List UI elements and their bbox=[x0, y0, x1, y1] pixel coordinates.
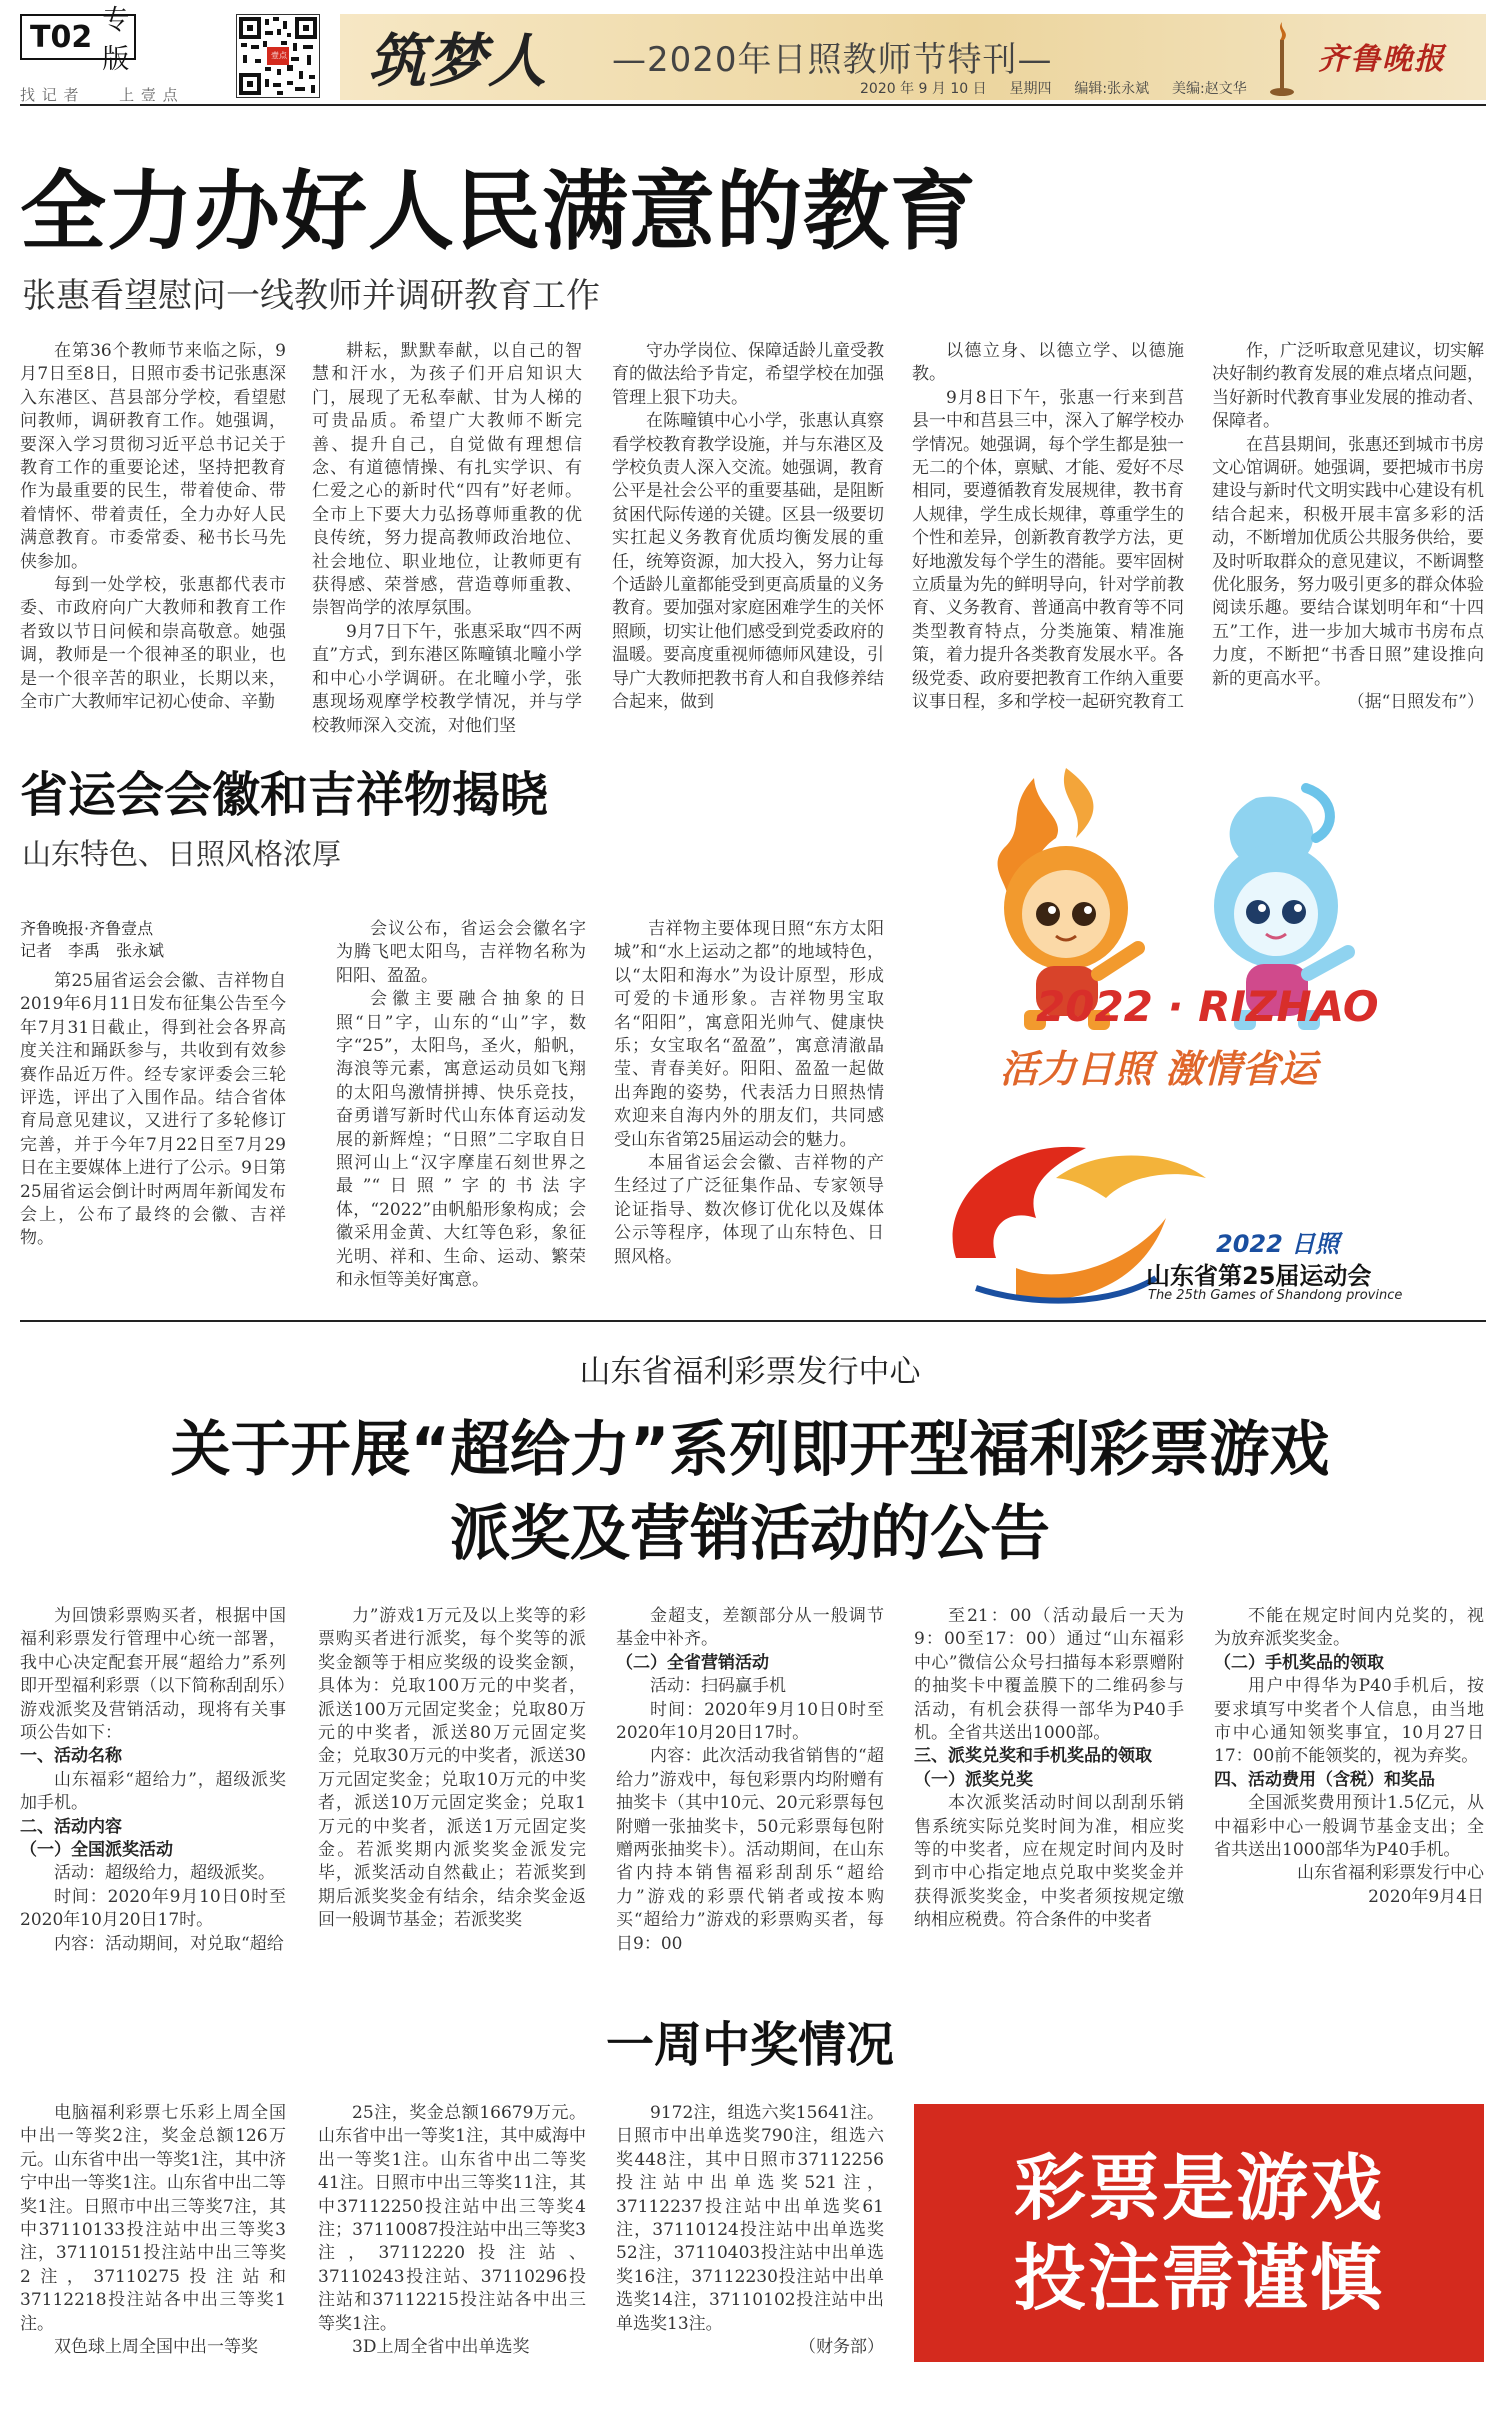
article1-paragraph: 每到一处学校，张惠都代表市委、市政府向广大教师和教育工作者致以节日问候和崇高敬意。她强调，教师是一个很神圣的职业，也是一个很辛苦的职业，长期以来，全市广大教师牢记初心使命、辛勤 bbox=[20, 575, 286, 713]
mascot-image bbox=[916, 738, 1484, 1100]
notice-column-2 bbox=[318, 1605, 586, 1965]
article1-column-4 bbox=[912, 340, 1184, 722]
article1-paragraph: 9月7日下午，张惠采取“四不两直”方式，到东港区陈疃镇北疃小学和中心小学调研。在北疃小学，张惠现场观摩学校教学情况，并与学校教师深入交流，对他们坚 bbox=[312, 621, 582, 736]
masthead-logo: 筑梦人 bbox=[368, 27, 549, 95]
article1-paragraph: 在陈疃镇中心小学，张惠认真察看学校教育教学设施，并与东港区及学校负责人深入交流。她强调，教育公平是社会公平的重要基础，是阻断贫困代际传递的关键。区县一级要切实扛起义务教育优质均衡发展的重任，统筹资源，加大投入，努力让每个适龄儿童都能受到更高质量的义务教育。要加强对家庭困难学生的关怀照顾，切实让他们感受到党委政府的温暖。要高度重视师德师风建设，引导广大教师把教书育人和自我修养结合起来，做到 bbox=[612, 411, 884, 713]
notice-paragraph: （一）全国派奖活动 bbox=[20, 1840, 173, 1861]
notice-paragraph: 一、活动名称 bbox=[20, 1746, 122, 1767]
notice-paragraph: 三、派奖兑奖和手机奖品的领取 bbox=[914, 1746, 1152, 1767]
games-emblem bbox=[916, 1108, 1484, 1314]
notice-paragraph: 二、活动内容 bbox=[20, 1816, 122, 1837]
article1-column-5 bbox=[1212, 340, 1484, 722]
edition-label: 专版 bbox=[102, 5, 130, 75]
emblem-name: 山东省第25届运动会 bbox=[1146, 1262, 1372, 1290]
notice-paragraph: 为回馈彩票购买者，根据中国福利彩票发行管理中心统一部署，我中心决定配套开展“超给力”系列即开型福利彩票（以下简称刮刮乐）游戏派奖及营销活动，现将有关事项公告如下： bbox=[20, 1606, 286, 1744]
article1-paragraph: 在第36个教师节来临之际，9月7日至8日，日照市委书记张惠深入东港区、莒县部分学校，看望慰问教师，调研教育工作。她强调，要深入学习贯彻习近平总书记关于教育工作的重要论述，坚持把教育作为最重要的民生，带着使命、带着情怀、带着责任，全力办好人民满意教育。市委常委、秘书长马先侠参加。 bbox=[20, 341, 286, 572]
article1-paragraph: 在莒县期间，张惠还到城市书房文心馆调研。她强调，要把城市书房建设与新时代文明实践中心建设有机结合起来，积极开展丰富多彩的活动，不断增加优质公共服务供给，要及时听取群众的意见建议，不断调整优化服务，努力吸引更多的群众体验阅读乐趣。要结合谋划明年和“十四五”工作，进一步加大城市书房布点力度，不断把“书香日照”建设推向新的更高水平。 bbox=[1212, 434, 1484, 689]
issue-date: 2020 年 9 月 10 日 bbox=[860, 81, 987, 97]
section-divider bbox=[20, 1320, 1486, 1322]
byline-reporters: 记者 李禹 张永斌 bbox=[20, 941, 165, 960]
notice-paragraph: 时间：2020年9月10日0时至2020年10月20日17时。 bbox=[20, 1886, 286, 1931]
article2-paragraph: 会徽主要融合抽象的日照“日”字，山东的“山”字，数字“25”，太阳鸟，圣火，船帆，海浪等元素，寓意运动员如飞翔的太阳鸟激情拼搏、快乐竞技，奋勇谱写新时代山东体育运动发展的新辉煌；“日照”二字取自日照河山上“汉字摩崖石刻世界之最”“日照”字的书法字体，“2022”由帆船形象构成；会徽采用金黄、大红等色彩，象征光明、祥和、生命、运动、繁荣和永恒等美好寓意。 bbox=[336, 989, 586, 1291]
weekly-column-1 bbox=[20, 2102, 286, 2402]
notice-column-3 bbox=[616, 1605, 884, 1965]
weekly-paragraph: （财务部） bbox=[799, 2337, 884, 2358]
article1-column-1 bbox=[20, 340, 286, 722]
notice-paragraph: 不能在规定时间内兑奖的，视为放弃派奖奖金。 bbox=[1214, 1606, 1484, 1650]
notice-paragraph: （二）手机奖品的领取 bbox=[1214, 1652, 1384, 1673]
weekly-paragraph: 双色球上周全国中出一等奖 bbox=[54, 2337, 258, 2358]
ad-line-1: 彩票是游戏 bbox=[1013, 2146, 1384, 2230]
article1-paragraph: 以德立身、以德立学、以德施教。 bbox=[912, 341, 1184, 385]
qr-center-label: 壹点 bbox=[271, 51, 287, 60]
mascot-slogan-line1: 2022 · RIZHAO bbox=[1036, 982, 1379, 1031]
article1-column-3 bbox=[612, 340, 884, 722]
article1-paragraph: 耕耘，默默奉献，以自己的智慧和汗水，为孩子们开启知识大门，展现了无私奉献、甘为人梯的可贵品质。希望广大教师不断完善、提升自己，自觉做有理想信念、有道德情操、有扎实学识、有仁爱之心的新时代“四有”好老师。全市上下要大力弘扬尊师重教的优良传统，努力提高教师政治地位、社会地位、职业地位，让教师更有获得感、荣誉感，营造尊师重教、崇智尚学的浓厚氛围。 bbox=[312, 341, 582, 619]
article2-column-3 bbox=[614, 918, 884, 1270]
article1-headline: 全力办好人民满意的教育 bbox=[20, 162, 977, 262]
notice-column-4 bbox=[914, 1605, 1184, 1965]
weekly-headline: 一周中奖情况 bbox=[605, 2017, 894, 2073]
article1-paragraph: 9月8日下午，张惠一行来到莒县一中和莒县三中，深入了解学校办学情况。她强调，每个学生都是独一无二的个体，禀赋、才能、爱好不尽相同，要遵循教育发展规律，教书育人规律，学生成长规律，尊重学生的个性和差异，创新教育教学方法，更好地激发每个学生的潜能。要牢固树立质量为先的鲜明导向，针对学前教育、义务教育、普通高中教育等不同类型教育特点，分类施策、精准施策，着力提升各类教育发展水平。各级党委、政府要把教育工作纳入重要议事日程，多和学校一起研究教育工 bbox=[912, 387, 1184, 713]
weekly-paragraph: 3D上周全省中出单选奖 bbox=[352, 2337, 530, 2358]
notice-paragraph: 四、活动费用（含税）和奖品 bbox=[1214, 1769, 1435, 1790]
weekly-paragraph: 电脑福利彩票七乐彩上周全国中出一等奖2注，奖金总额126万元。山东省中出一等奖1注，其中济宁中出一等奖1注。山东省中出二等奖1注。日照市中出三等奖7注，其中37110133投注站中出三等奖3注，37110151投注站中出三等奖2注，37110275投注站和37112218投注站各中出三等奖1注。 bbox=[20, 2103, 286, 2334]
article1-column-2 bbox=[312, 340, 582, 736]
mascot-slogan-line2: 活力日照 激情省运 bbox=[1000, 1047, 1318, 1091]
article2-column-1 bbox=[20, 970, 286, 1270]
article2-headline: 省运会会徽和吉祥物揭晓 bbox=[20, 767, 549, 823]
byline-outlet: 齐鲁晚报·齐鲁壹点 bbox=[20, 919, 154, 938]
weekly-column-2 bbox=[318, 2102, 586, 2402]
page-number: T02 bbox=[30, 19, 93, 55]
notice-paragraph: 山东福彩“超给力”，超级派奖加手机。 bbox=[20, 1769, 286, 1814]
notice-paragraph: 力”游戏1万元及以上奖等的彩票购买者进行派奖，每个奖等的派奖金额等于相应奖级的设奖金额，具体为：兑取100万元的中奖者，派送100万元固定奖金；兑取80万元的中奖者，派送80万元固定奖金；兑取30万元的中奖者，派送30万元固定奖金；兑取10万元的中奖者，派送10万元固定奖金；兑取1万元的中奖者，派送1万元固定奖金。若派奖期内派奖奖金派发完毕，派奖活动自然截止；若派奖到期后派奖奖金有结余，结余奖金返回一般调节基金；若派奖奖 bbox=[318, 1606, 586, 1931]
notice-paragraph: 时间：2020年9月10日0时至2020年10月20日17时。 bbox=[616, 1699, 884, 1744]
notice-paragraph: 用户中得华为P40手机后，按要求填写中奖者个人信息，由当地市中心通知领奖事宜，10月27日17：00前不能领奖的，视为弃奖。 bbox=[1214, 1676, 1484, 1767]
notice-paragraph: 金超支，差额部分从一般调节基金中补齐。 bbox=[616, 1606, 884, 1650]
slogan-left: 找 记 者 bbox=[20, 86, 80, 104]
header-slogan bbox=[20, 84, 220, 105]
article2-paragraph: 本届省运会会徽、吉祥物的产生经过了广泛征集作品、专家领导论证指导、数次修订优化以及媒体公示等程序，体现了山东特色、日照风格。 bbox=[614, 1153, 884, 1267]
issue-dateline bbox=[860, 78, 1247, 98]
article2-subtitle: 山东特色、日照风格浓厚 bbox=[22, 837, 342, 871]
notice-paragraph: 活动：扫码赢手机 bbox=[650, 1676, 786, 1697]
article2-paragraph: 会议公布，省运会会徽名字为腾飞吧太阳鸟，吉祥物名称为阳阳、盈盈。 bbox=[336, 919, 586, 986]
issue-editor: 编辑:张永斌 bbox=[1074, 81, 1150, 97]
article2-paragraph: 第25届省运会会徽、吉祥物自2019年6月11日发布征集公告至今年7月31日截止，得到社会各界高度关注和踊跃参与，共收到有效参赛作品近万件。经专家评委会三轮评选，评出了入围作品。结合省体育局意见建议，又进行了多轮修订完善，并于今年7月22日至7月29日在主要媒体上进行了公示。9日第25届省运会倒计时两周年新闻发布会上，公布了最终的会徽、吉祥物。 bbox=[20, 971, 286, 1249]
notice-column-1 bbox=[20, 1605, 286, 1965]
article2-byline bbox=[20, 918, 290, 962]
notice-title-line2: 派奖及营销活动的公告 bbox=[450, 1499, 1050, 1569]
torch-figure-icon bbox=[1262, 18, 1302, 98]
issue-designer: 美编:赵文华 bbox=[1172, 81, 1247, 97]
notice-paragraph: 山东省福利彩票发行中心 bbox=[1297, 1863, 1484, 1884]
notice-paragraph: 活动：超级给力，超级派奖。 bbox=[54, 1863, 275, 1884]
notice-paragraph: （一）派奖兑奖 bbox=[914, 1769, 1033, 1790]
notice-column-5 bbox=[1214, 1605, 1484, 1965]
slogan-right: 上 壹 点 bbox=[119, 86, 179, 104]
special-issue-title: —2020年日照教师节特刊— bbox=[612, 40, 1053, 80]
weekly-paragraph: 25注，奖金总额16679万元。山东省中出一等奖1注，其中威海中出一等奖1注。山东省中出二等奖41注。日照市中出三等奖11注，其中37112250投注站中出三等奖4注；37110087投注站中出三等奖3注，37112220投注站、37110243投注站、37110296投注站和37112215投注站各中出三等奖1注。 bbox=[318, 2103, 586, 2334]
emblem-english: The 25th Games of Shandong province bbox=[1148, 1288, 1403, 1303]
notice-paragraph: 本次派奖活动时间以刮刮乐销售系统实际兑奖时间为准，相应奖等的中奖者，应在规定时间内及时到市中心指定地点兑取中奖奖金并获得派奖奖金，中奖者须按规定缴纳相应税费。符合条件的中奖者 bbox=[914, 1793, 1184, 1931]
notice-issuer: 山东省福利彩票发行中心 bbox=[579, 1354, 921, 1390]
article2-column-2 bbox=[336, 918, 586, 1291]
article2-paragraph: 吉祥物主要体现日照“东方太阳城”和“水上运动之都”的地域特色，以“太阳和海水”为设计原型，形成可爱的卡通形象。吉祥物男宝取名“阳阳”，寓意阳光帅气、健康快乐；女宝取名“盈盈”，寓意清澈晶莹、青春美好。阳阳、盈盈一起做出奔跑的姿势，代表活力日照热情欢迎来自海内外的朋友们，共同感受山东省第25届运动会的魅力。 bbox=[614, 919, 884, 1150]
article1-subtitle: 张惠看望慰问一线教师并调研教育工作 bbox=[22, 276, 600, 316]
notice-paragraph: 全国派奖费用预计1.5亿元，从中福彩中心一般调节基金支出；全省共送出1000部华为P40手机。 bbox=[1214, 1793, 1484, 1861]
article1-paragraph: （据“日照发布”） bbox=[1347, 692, 1484, 713]
lottery-warning-ad bbox=[914, 2104, 1484, 2362]
notice-title-line1: 关于开展“超给力”系列即开型福利彩票游戏 bbox=[170, 1415, 1330, 1485]
notice-paragraph: 2020年9月4日 bbox=[1368, 1886, 1484, 1907]
notice-paragraph: 内容：此次活动我省销售的“超给力”游戏中，每包彩票内均附赠有抽奖卡（其中10元、20元彩票每包附赠一张抽奖卡，50元彩票每包附赠两张抽奖卡）。活动期间，在山东省内持本销售福彩刮刮乐“超给力”游戏的彩票代销者或按本购买“超给力”游戏的彩票购买者，每日9：00 bbox=[616, 1746, 884, 1954]
paper-name-logo: 齐鲁晚报 bbox=[1318, 42, 1446, 77]
qr-code bbox=[236, 14, 320, 98]
article1-paragraph: 守办学岗位、保障适龄儿童受教育的做法给予肯定，希望学校在加强管理上狠下功夫。 bbox=[612, 341, 884, 408]
ad-line-2: 投注需谨慎 bbox=[1013, 2236, 1384, 2320]
header-rule bbox=[20, 104, 1486, 106]
article1-paragraph: 作，广泛听取意见建议，切实解决好制约教育发展的难点堵点问题，当好新时代教育事业发展的推动者、保障者。 bbox=[1212, 341, 1484, 432]
weekly-column-3 bbox=[616, 2102, 884, 2402]
issue-weekday: 星期四 bbox=[1009, 81, 1052, 97]
page-number-box bbox=[20, 5, 136, 75]
notice-paragraph: 至21：00（活动最后一天为9：00至17：00）通过“山东福彩中心”微信公众号扫描每本彩票赠附的抽奖卡中覆盖膜下的二维码参与活动，有机会获得一部华为P40手机。全省共送出1000部。 bbox=[914, 1606, 1184, 1744]
notice-paragraph: 内容：活动期间，对兑取“超给 bbox=[54, 1933, 284, 1954]
notice-paragraph: （二）全省营销活动 bbox=[616, 1652, 769, 1673]
emblem-year: 2022 日照 bbox=[1216, 1230, 1340, 1258]
weekly-paragraph: 9172注，组选六奖15641注。日照市中出单选奖790注，组选六奖448注，其中日照市37112256投注站中出单选奖521注，37112237投注站中出单选奖61注，37110124投注站中出单选奖52注，37110403投注站中出单选奖16注，37112230投注站中出单选奖14注，37110102投注站中出单选奖13注。 bbox=[616, 2103, 884, 2334]
